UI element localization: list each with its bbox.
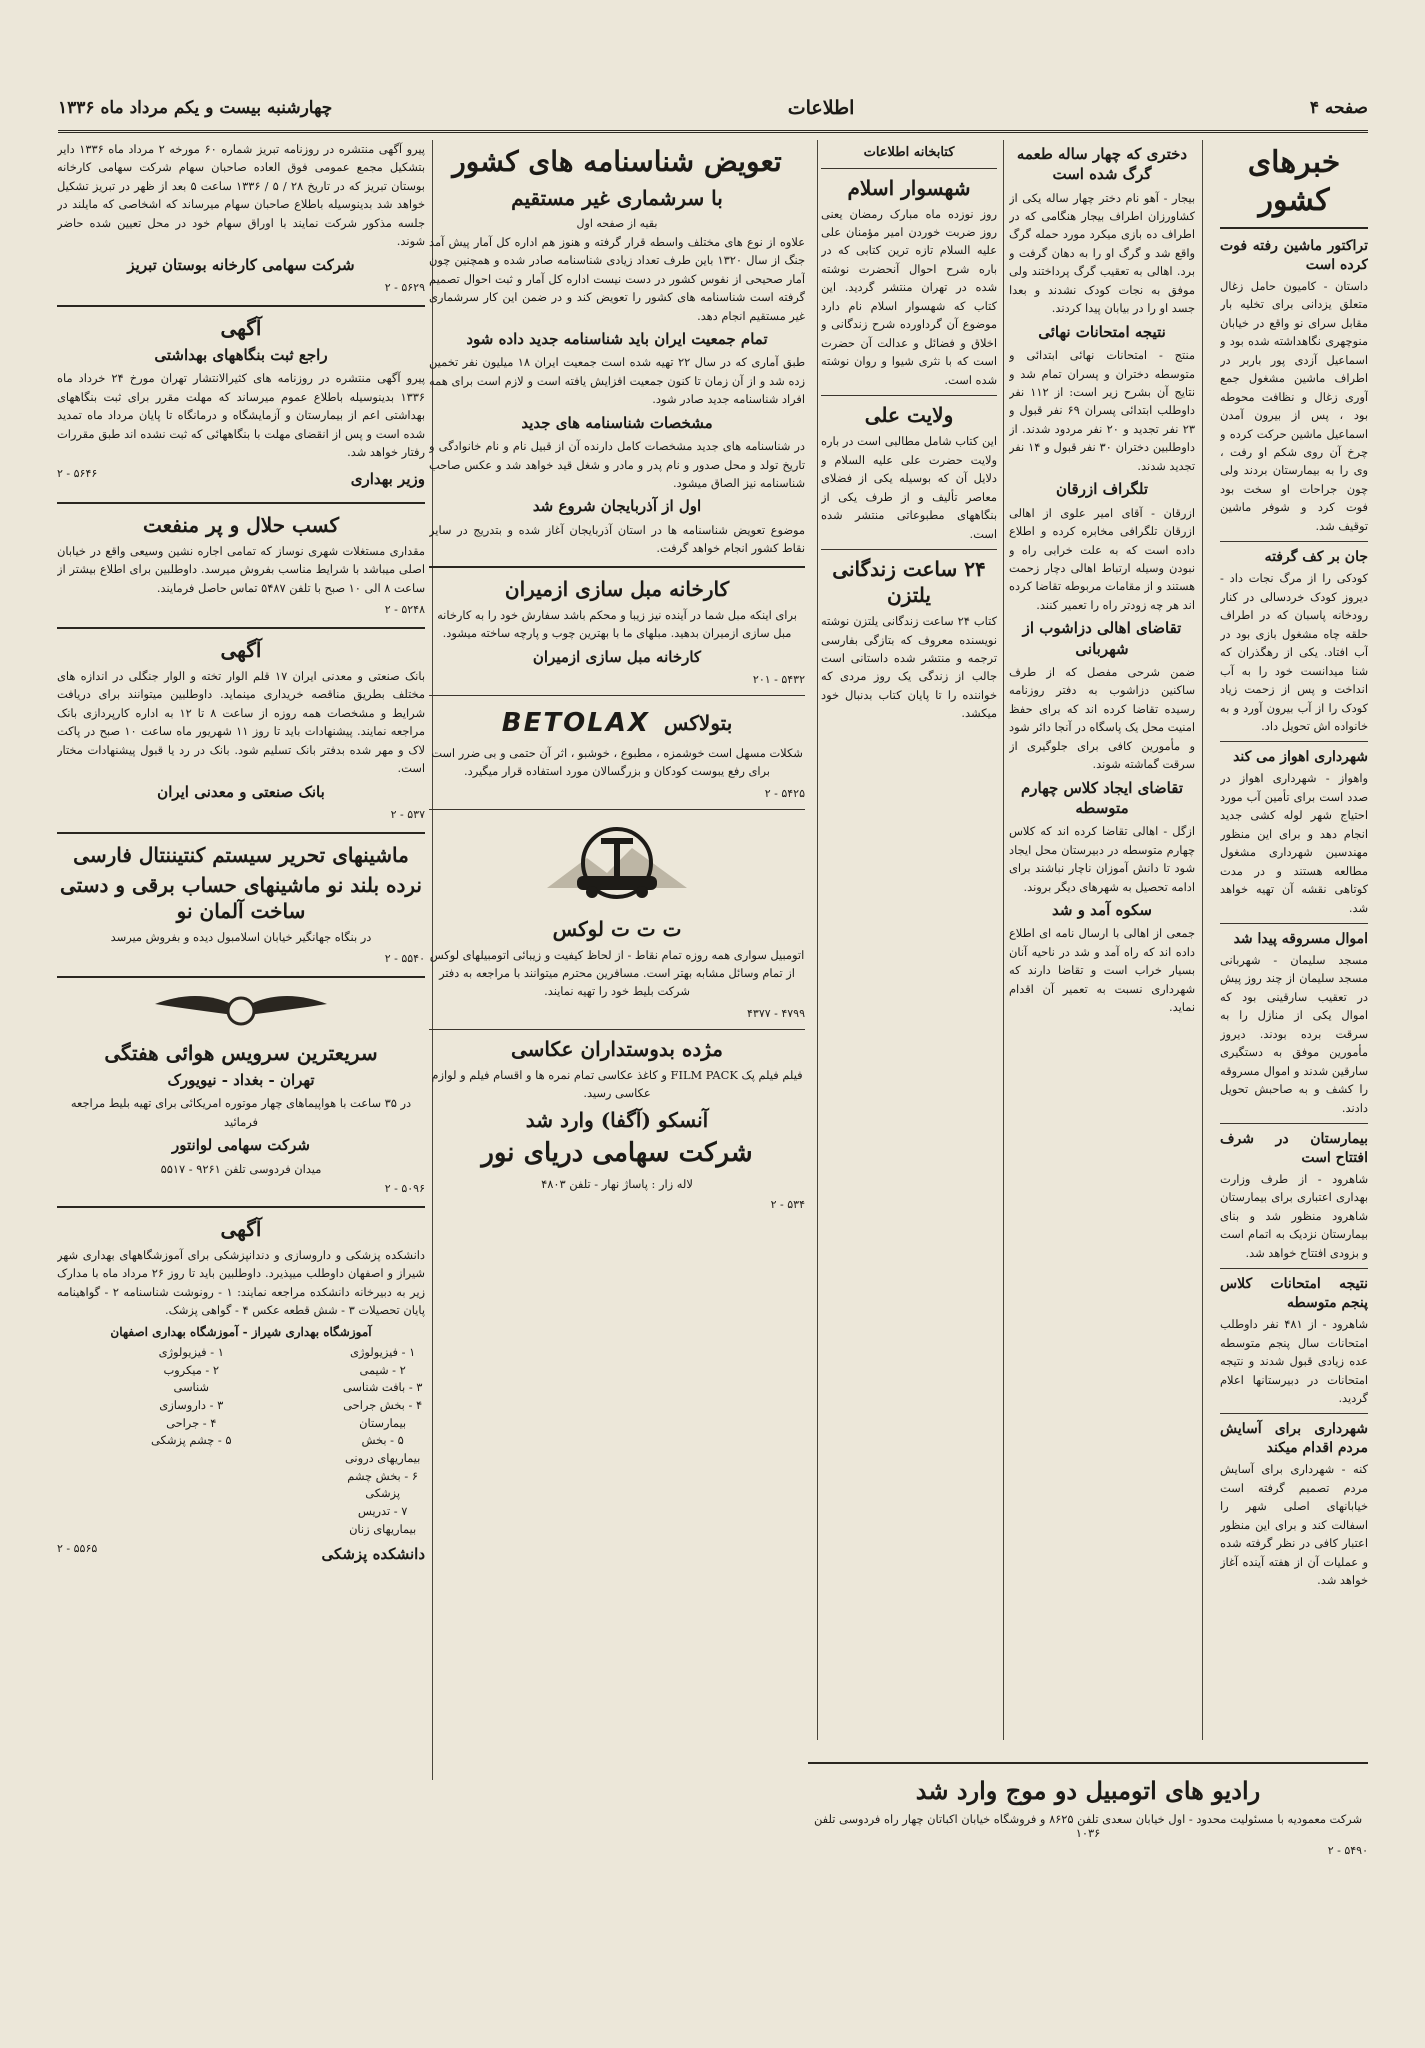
- list-item: ۵ - بخش بیماریهای درونی: [344, 1433, 421, 1465]
- news-body: واهواز - شهرداری اهواز در صدد است برای تأمین آب مورد احتیاج شهر لوله کشی جدید انجام دهد و برای این منظور مهندسین شهرداری مشغول مطالعه هستند و در مدت کوتاهی نقشه آن تهیه خواهد شد.: [1220, 771, 1368, 915]
- ad-code: ۵۶۲۹ - ۲: [384, 281, 425, 295]
- dept-list-right: [248, 1344, 425, 1538]
- article-body: علاوه از نوع های مختلف واسطه قرار گرفته و هنوز هم اداره کل آمار پیش آمد جنگ از سال ۱۳۲۰ باین طرف تعداد زیادی شناسنامه صادر شده و همچنین چون آمار صحیحی از نفوس کشور در دست نیست اداره کل آمار و ثبت احوال تصمیم گرفته است شناسنامه های کشور را تعویض کند و در ضمن این کار سرشماری غیر مستقیم انجام دهد.: [429, 234, 805, 323]
- section-label: کتابخانه اطلاعات: [863, 145, 955, 160]
- ad-code: ۵۴۳۲ - ۲۰۱: [752, 672, 805, 686]
- news-body: ازگل - اهالی تقاضا کرده اند که کلاس چهارم متوسطه در دبیرستان محل ایجاد شود تا دانش آموزان ناچار نباشند برای ادامه تحصیل به شهرهای دیگر بروند.: [1009, 824, 1195, 894]
- ad-code: ۵۵۴۰ - ۲: [384, 952, 425, 966]
- ad-code: ۵۴۲۵ - ۲: [764, 786, 805, 800]
- dept-head: آموزشگاه بهداری شیراز - آموزشگاه بهداری اصفهان: [110, 1324, 372, 1339]
- ad-title: کارخانه مبل سازی ازمیران: [504, 576, 730, 601]
- ad-body: اتومبیل سواری همه روزه تمام نقاط - از لحاظ کیفیت و زیبائی اتومبیلهای لوکس از تمام وسائل مشابه بهتر است. مسافرین محترم میتوانند با مراجعه به دفتر شرکت بلیط خود را تهیه نمایند.: [429, 947, 805, 999]
- column-rule: [1003, 140, 1004, 1740]
- list-item: ۴ - بخش جراحی بیمارستان: [343, 1397, 423, 1430]
- news-body: مسجد سلیمان - شهربانی مسجد سلیمان از چند روز پیش در تعقیب سارقینی بود که اموال یکی از منازل را به سرقت برده بودند. دیروز مأمورین موفق به دستگیری سارقین شدند و اموال مسروقه را کشف و به صاحبش تحویل دادند.: [1220, 952, 1368, 1115]
- article-subtitle: با سرشماری غیر مستقیم: [511, 186, 723, 210]
- news-body: ضمن شرحی مفصل که از طرف ساکنین دزاشوب به دفتر روزنامه رسیده تقاضا کرده اند که برای حفظ امنیت محل یک پاسگاه در آنجا دائر شود و مأمورین کافی برای جلوگیری از سرقت گماشته شوند.: [1009, 664, 1195, 772]
- ad-body: در ۳۵ ساعت با هواپیماهای چهار موتوره امریکائی برای تهیه بلیط مراجعه فرمائید: [70, 1096, 412, 1129]
- ad-airline: [57, 1040, 425, 1198]
- book-review: کتاب ۲۴ ساعت زندگانی یلتزن نوشته نویسنده معروف که بتازگی بفارسی ترجمه و منتشر شده داستانی است جالب از زندگی یک روز مردی که خواننده را تا پایان کتاب بدنبال خود میکشد.: [821, 614, 997, 721]
- news-body: منتج - امتحانات نهائی ابتدائی و متوسطه دختران و پسران تمام شد و نتایج آن بشرح زیر است: از ۱۱۲ نفر داوطلب ابتدائی پسران ۶۹ نفر قبول و ۲۳ نفر تجدید و ۲۰ نفر مردود شدند. از داوطلبین دختران ۳۰ نفر قبول و ۱۴ نفر تجدید شدند.: [1009, 348, 1195, 473]
- list-item: ۱ - فیزیولوژی: [350, 1344, 416, 1359]
- news-headline: تقاضای ایجاد کلاس چهارم متوسطه: [1020, 778, 1183, 817]
- article-body: طبق آماری که در سال ۲۲ تهیه شده است جمعیت ایران ۱۸ میلیون نفر تخمین زده شد و از آن زمان تا کنون جمعیت افزایش یافته است و لازم است برای همه افراد شناسنامه جدید صادر شود.: [429, 355, 805, 407]
- news-body: شاهرود - از ۴۸۱ نفر داوطلب امتحانات سال پنجم متوسطه عده زیادی قبول شدند و نتیجه امتحانات در دبیرستانها اعلام گردید.: [1220, 1317, 1368, 1405]
- ad-code: ۵۴۹۰ - ۲: [1327, 1844, 1368, 1857]
- list-item: ۲ - میکروب شناسی: [163, 1362, 220, 1395]
- article-body: موضوع تعویض شناسنامه ها در استان آذربایجان آغاز شده و بتدریج در سایر نقاط کشور انجام خواهد گرفت.: [429, 522, 805, 556]
- ad-betolax: [429, 702, 805, 803]
- news-headline: جان بر کف گرفته: [1264, 549, 1368, 566]
- news-body: شاهرود - از طرف وزارت بهداری اعتباری برای بیمارستان شاهرود منظور شد و بنای بیمارستان نزدیک به اتمام است و بزودی افتتاح خواهد شد.: [1220, 1171, 1368, 1260]
- news-body: کنه - شهرداری برای آسایش مردم تصمیم گرفته است خیابانهای اصلی شهر را اسفالت کند و برای این منظور اعتبار کافی در نظر گرفته شده و عملیات آن از هفته آینده آغاز خواهد شد.: [1220, 1462, 1368, 1588]
- ad-address: لاله زار : پاساژ نهار - تلفن ۴۸۰۳: [541, 1177, 693, 1192]
- book-title: ولایت علی: [864, 403, 954, 428]
- article-subhead: تمام جمعیت ایران باید شناسنامه جدید داده شود: [466, 330, 768, 349]
- column-rule: [1202, 140, 1203, 1740]
- column-library: [821, 140, 997, 1740]
- ad-ttt-lux: [429, 916, 805, 1023]
- news-body: جمعی از اهالی با ارسال نامه ای اطلاع داده اند که راه آمد و شد در ناحیه آنان بسیار خراب است و تقاضا دارند که شهرداری نسبت به تعمیر آن اقدام نماید.: [1009, 926, 1195, 1015]
- ad-business: [57, 512, 425, 619]
- ad-body: مقداری مستغلات شهری نوساز که تمامی اجاره نشین وسیعی واقع در خیابان اصلی میباشد با شرایط مناسب بفروش میرسد. داوطلبین برای اطلاع بیشتر از ساعت ۸ الی ۱۰ صبح با تلفن ۵۴۸۷ تماس حاصل فرمایند.: [57, 543, 425, 595]
- ad-code: ۵۵۶۵ - ۲: [57, 1542, 98, 1556]
- list-item: ۵ - چشم پزشکی: [151, 1433, 232, 1448]
- ad-subtitle: تهران - بغداد - نیویورک: [167, 1071, 315, 1090]
- ad-title: رادیو های اتومبیل دو موج وارد شد: [915, 1776, 1261, 1805]
- column-country-news: [1220, 140, 1368, 1594]
- ad-health: [57, 315, 425, 494]
- continued-from: بقیه از صفحه اول: [576, 217, 658, 230]
- column-center: [429, 140, 805, 1790]
- column-ads: [57, 140, 425, 1960]
- ad-body: شرکت معمودیه با مسئولیت محدود - اول خیابان سعدی تلفن ۸۶۲۵ و فروشگاه خیابان اکباتان چهار راه فردوسی تلفن ۱۰۳۶: [814, 1812, 1362, 1840]
- ad-body: دانشکده پزشکی و داروسازی و دندانپزشکی برای آموزشگاههای بهداری شهر شیراز و اصفهان داوطلب میپذیرد. داوطلبین باید تا روز ۲۶ مرداد ماه با مدارک زیر به دبیرخانه دانشکده مراجعه نمایند: ۱ - رونوشت شناسنامه ۲ - گواهینامه پایان تحصیلات ۳ - شش قطعه عکس ۴ - گواهی پزشک.: [57, 1247, 425, 1318]
- book-title: شهسوار اسلام: [847, 175, 971, 200]
- news-body: بیجار - آهو نام دختر چهار ساله یکی از کشاورزان اطراف بیجار هنگامی که در اطراف ده بازی میکرد مورد حمله گرگ واقع شد و گرگ او را به دهان گرفت و برد. اهالی به تعقیب گرگ پرداختند ولی موفق به نجات کودک نشدند و بعدا جسد او را در بیابان پیدا کردند.: [1009, 190, 1195, 316]
- news-headline: تلگراف ازرقان: [1055, 480, 1149, 499]
- list-item: ۱ - فیزیولوژی: [158, 1344, 224, 1359]
- ad-body: برای اینکه مبل شما در آینده نیز زیبا و محکم باشد سفارش خود را به کارخانه مبل سازی ازمیران بدهید. مبلهای ما با بهترین چوب و پارچه ساخته میشود.: [437, 607, 797, 641]
- column-rule: [817, 140, 818, 1740]
- book-review: روز نوزده ماه مبارک رمضان یعنی روز ضربت خوردن امیر مؤمنان علی علیه السلام تازه ترین کتابی که در باره شرح احوال آنحضرت نوشته شده در تهران منتشر گردید. این کتاب که شهسوار اسلام نام دارد موضوع آن گرداورده شرح زندگانی و اخلاق و فضائل و عدالت آن حضرت است که با نثری شیوا و روان نوشته شده است.: [821, 206, 997, 387]
- list-item: ۲ - شیمی: [359, 1362, 406, 1377]
- ad-code: ۵۳۷ - ۲: [390, 808, 425, 821]
- ad-bank-tender: [57, 637, 425, 824]
- paper-name: اطلاعات: [787, 97, 855, 119]
- ad-body: فیلم فیلم پک FILM PACK و کاغذ عکاسی تمام نمره ها و اقسام فیلم و لوازم عکاسی رسید.: [431, 1067, 803, 1101]
- article-title: تعویض شناسنامه های کشور: [452, 145, 782, 178]
- ad-title: آگهی: [220, 1216, 262, 1241]
- news-headline: تقاضای اهالی دزاشوب از شهربانی: [1022, 619, 1182, 658]
- ad-medical-school: [57, 1216, 425, 1569]
- ad-title: ت ت ت لوکس: [552, 916, 682, 941]
- ad-company: شرکت سهامی دریای نور: [481, 1137, 753, 1168]
- ad-title-latin: BETOLAX: [501, 707, 650, 738]
- book-title: ۲۴ ساعت زندگانی یلتزن: [832, 557, 986, 608]
- ad-notice: [57, 140, 425, 297]
- ad-line: آنسکو (آگفا) وارد شد: [525, 1107, 709, 1132]
- ad-signature: بانک صنعتی و معدنی ایران: [157, 782, 325, 801]
- column-regional-news: [1009, 140, 1195, 1740]
- ad-body: شکلات مسهل است خوشمزه ، مطبوع ، خوشبو ، اثر آن حتمی و بی ضرر است برای رفع یبوست کودکان و بزرگسالان مورد استفاده قرار میگیرد.: [431, 745, 803, 779]
- article-body: در شناسنامه های جدید مشخصات کامل دارنده آن از قبیل نام و نام خانوادگی و تاریخ تولد و محل صدور و نام پدر و مادر و شغل قید خواهد شد و عکس صاحب شناسنامه نیز الصاق میشود.: [429, 439, 805, 490]
- ad-title: کسب حلال و پر منفعت: [142, 512, 340, 537]
- news-body: ازرقان - آقای امیر علوی از اهالی ازرقان تلگرافی مخابره کرده و اطلاع داده است که به علت خرابی راه و نبودن وسیله ارتباط اهالی دچار زحمت هستند و از مقامات مربوطه تقاضا کرده اند هر چه زودتر راه را تعمیر کنند.: [1009, 505, 1195, 612]
- running-header: [58, 86, 1368, 133]
- news-headline: تراکتور ماشین رفته فوت کرده است: [1220, 238, 1368, 273]
- ad-body: در بنگاه جهانگیر خیابان اسلامبول دیده و بفروش میرسد: [110, 929, 372, 944]
- ad-body: پیرو آگهی منتشره در روزنامه تبریز شماره ۶۰ مورخه ۲ مرداد ماه ۱۳۳۶ دایر بتشکیل مجمع عمومی فوق العاده صاحبان سهام شرکت سهامی کارخانه بوستان تبریز که در تاریخ ۲۸ / ۵ / ۱۳۳۶ ساعت ۵ بعد از ظهر در تبریز تشکیل خواهد شد بدینوسیله باطلاع صاحبان سهام میرساند که اشخاصی که مایلند در جلسه مذکور شرکت نمایند با اوراق سهام خود در محل تعیین شده حاضر شوند.: [57, 142, 425, 249]
- news-headline: نتیجه امتحانات کلاس پنجم متوسطه: [1220, 1276, 1368, 1312]
- ad-code: ۵۰۹۶ - ۲: [384, 1182, 425, 1195]
- article-subhead: مشخصات شناسنامه های جدید: [521, 413, 713, 432]
- ad-title: بتولاکس: [663, 710, 733, 735]
- ad-title: ماشینهای تحریر سیستم کنتیننتال فارسی: [73, 842, 409, 867]
- list-item: ۶ - بخش چشم پزشکی: [347, 1468, 418, 1501]
- dept-lists: [57, 1344, 425, 1538]
- book-review: این کتاب شامل مطالبی است در باره ولایت حضرت علی علیه السلام و دلایل آن که بوسیله یکی از فضلای معاصر تألیف و از طرف یکی از بنگاههای مطبوعاتی منتشر شده است.: [821, 434, 997, 541]
- ad-signature: کارخانه مبل سازی ازمیران: [532, 647, 702, 666]
- news-headline: دختری که چهار ساله طعمه گرگ شده است: [1016, 145, 1188, 184]
- ad-car-radio: [808, 1762, 1368, 1857]
- ad-title: آگهی: [220, 315, 262, 340]
- section-title: خبرهای کشور: [1247, 145, 1341, 218]
- list-item: ۳ - بافت شناسی: [342, 1380, 423, 1395]
- ad-body: بانک صنعتی و معدنی ایران ۱۷ قلم الوار تخته و الوار جنگلی در اندازه های مختلف بطریق مناقصه خریداری مینماید. داوطلبین میتوانند برای دریافت شرایط و مشخصات همه روزه از ساعت ۸ تا ۱۲ به اداره کارپردازی بانک مراجعه نمایند. پیشنهادات باید تا روز ۱۱ شهریور ماه ساعت ۱۰ صبح در پاکت لاک و مهر شده بدفتر بانک تسلیم شود. بانک در رد یا قبول پیشنهادات مختار است.: [57, 668, 425, 776]
- airline-logo: [57, 986, 425, 1032]
- news-headline: بیمارستان در شرف افتتاح است: [1220, 1131, 1368, 1167]
- news-headline: شهرداری اهواز می کند: [1233, 749, 1368, 766]
- news-headline: نتیجه امتحانات نهائی: [1038, 322, 1166, 341]
- ad-code: ۵۲۴۸ - ۲: [384, 603, 425, 617]
- ad-code: ۵۳۴ - ۲: [770, 1197, 805, 1211]
- wings-icon: [151, 986, 331, 1032]
- ad-title: مژده بدوستداران عکاسی: [510, 1036, 724, 1061]
- article-subhead: اول از آذربایجان شروع شد: [532, 497, 702, 516]
- ad-photo-film: [429, 1036, 805, 1214]
- issue-date: چهارشنبه بیست و یکم مرداد ماه ۱۳۳۶: [58, 98, 333, 118]
- news-body: کودکی را از مرگ نجات داد - دیروز کودک خردسالی در کنار رودخانه پاسبان که در اطراف حلقه چاه مشغول بازی بود در آب افتاد. یکی از رهگذران که شنا میدانست خود را به آب انداخت و پس از زحمت زیاد کودک را از آب بیرون آورد و به خانواده اش تحویل داد.: [1220, 571, 1368, 733]
- news-body: داستان - کامیون حامل زغال متعلق یزدانی برای تخلیه بار مقابل سرای نو واقع در خیابان منوچهری نگاهداشته شده بود و اسماعیل آزدی پور باربر در اطراف ماشین مشغول جمع آوری زغال و نظافت محوطه بود ، پس از بیرون آمدن اسماعیل ماشین حرکت کرده و چرخ آن روی شکم او رفت ، وی را به بیمارستان بردند ولی چون جراحات او سخت بود فوت کرد و شوفر ماشین توقیف شد.: [1220, 278, 1368, 533]
- ad-company: شرکت سهامی لوانتور: [172, 1136, 310, 1155]
- ad-subtitle: راجع ثبت بنگاههای بهداشتی: [154, 345, 328, 364]
- page-number: صفحه ۴: [1309, 98, 1368, 118]
- ad-title: آگهی: [220, 637, 262, 662]
- ad-signature: وزیر بهداری: [350, 470, 425, 489]
- ttt-logo: [429, 818, 805, 908]
- ad-subtitle: نرده بلند نو ماشینهای حساب برقی و دستی ساخت آلمان نو: [60, 872, 422, 923]
- ad-typewriters: [57, 842, 425, 968]
- ad-signature: دانشکده پزشکی: [321, 1545, 425, 1564]
- ad-code: ۵۶۴۶ - ۲: [57, 467, 98, 481]
- ad-furniture: [429, 576, 805, 689]
- ad-body: پیرو آگهی منتشره در روزنامه های کثیرالانتشار تهران مورخ ۲۴ خرداد ماه ۱۳۳۶ بدینوسیله باطلاع عموم میرساند که مهلت مقرر برای ثبت بنگاههای بهداشتی اعم از بیمارستان و آزمایشگاه و درمانگاه تا پایان مرداد ماه تمدید شده است و پس از انقضای مهلت با بنگاههائی که ثبت نشده اند طبق مقررات رفتار خواهد شد.: [57, 371, 425, 459]
- list-item: ۳ - داروسازی: [159, 1397, 224, 1412]
- ad-address: میدان فردوسی تلفن ۹۲۶۱ - ۵۵۱۷: [160, 1161, 322, 1176]
- list-item: ۷ - تدریس بیماریهای زنان: [349, 1503, 417, 1536]
- ad-title: سریعترین سرویس هوائی هفتگی: [104, 1041, 378, 1066]
- ad-signature: شرکت سهامی کارخانه بوستان تبریز: [127, 255, 355, 274]
- news-headline: سکوه آمد و شد: [1052, 901, 1152, 920]
- list-item: ۴ - جراحی: [166, 1415, 217, 1430]
- dept-list-left: [57, 1344, 234, 1538]
- news-headline: اموال مسروقه پیدا شد: [1233, 931, 1368, 948]
- ad-code: ۴۷۹۹ - ۴۳۷۷: [747, 1006, 805, 1020]
- car-icon: [537, 818, 697, 908]
- news-headline: شهرداری برای آسایش مردم اقدام میکند: [1220, 1421, 1368, 1457]
